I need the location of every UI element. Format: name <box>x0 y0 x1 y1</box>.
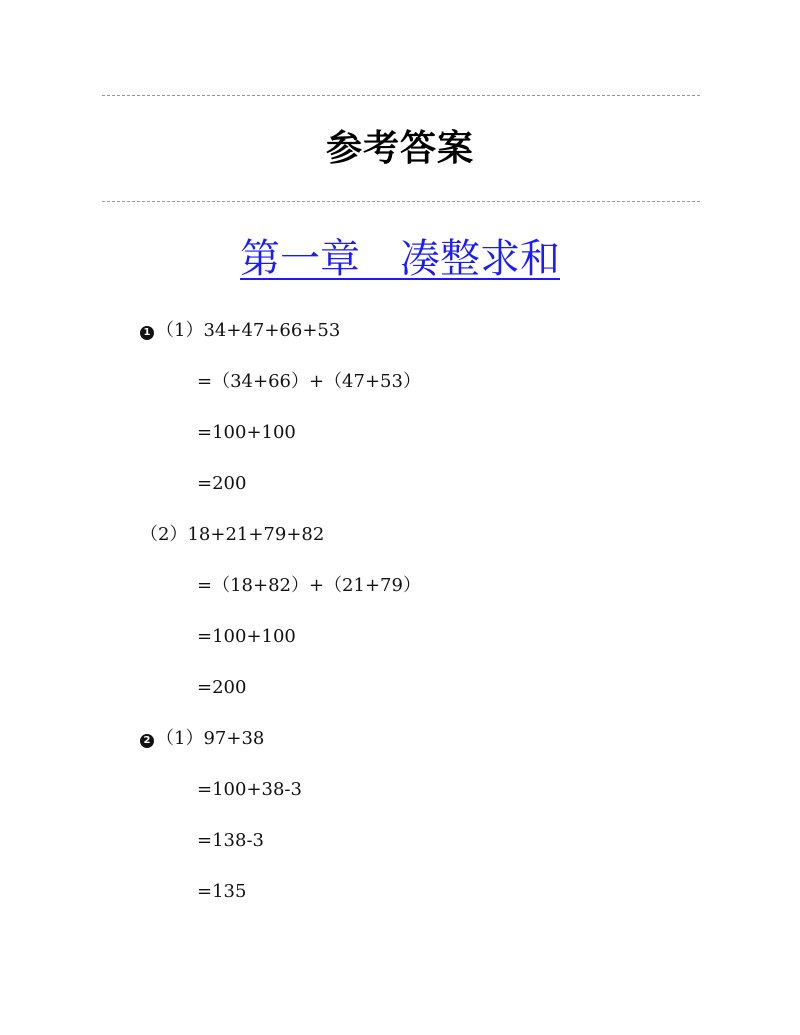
problem-1-part-1-heading <box>140 320 340 342</box>
number-1-bullet-icon: 1 <box>140 326 154 340</box>
problem-1-part-1-expression: （1）34+47+66+53 <box>156 320 341 341</box>
problem-2-part-1-expression: （1）97+38 <box>156 728 265 749</box>
problem-1-part-2-heading: （2）18+21+79+82 <box>140 524 325 545</box>
page-title: 参考答案 <box>325 128 474 169</box>
bottom-divider <box>102 201 700 202</box>
problem-2-part-1-step-1: =100+38-3 <box>197 779 302 800</box>
chapter-title-link[interactable]: 第一章 凑整求和 <box>240 236 560 282</box>
problem-1-part-1-step-2: =100+100 <box>197 422 296 443</box>
problem-1-part-1-step-1: =（34+66）+（47+53） <box>197 371 421 392</box>
problem-2-part-1-step-2: =138-3 <box>197 830 264 851</box>
problem-1-part-2-step-1: =（18+82）+（21+79） <box>197 575 421 596</box>
problem-2-part-1-step-3: =135 <box>197 881 247 902</box>
problem-1-part-2-step-3: =200 <box>197 677 247 698</box>
problem-1-part-1-step-3: =200 <box>197 473 247 494</box>
problem-2-part-1-heading <box>140 728 264 750</box>
number-2-bullet-icon: 2 <box>140 734 154 748</box>
top-divider <box>102 95 700 96</box>
problem-1-part-2-step-2: =100+100 <box>197 626 296 647</box>
